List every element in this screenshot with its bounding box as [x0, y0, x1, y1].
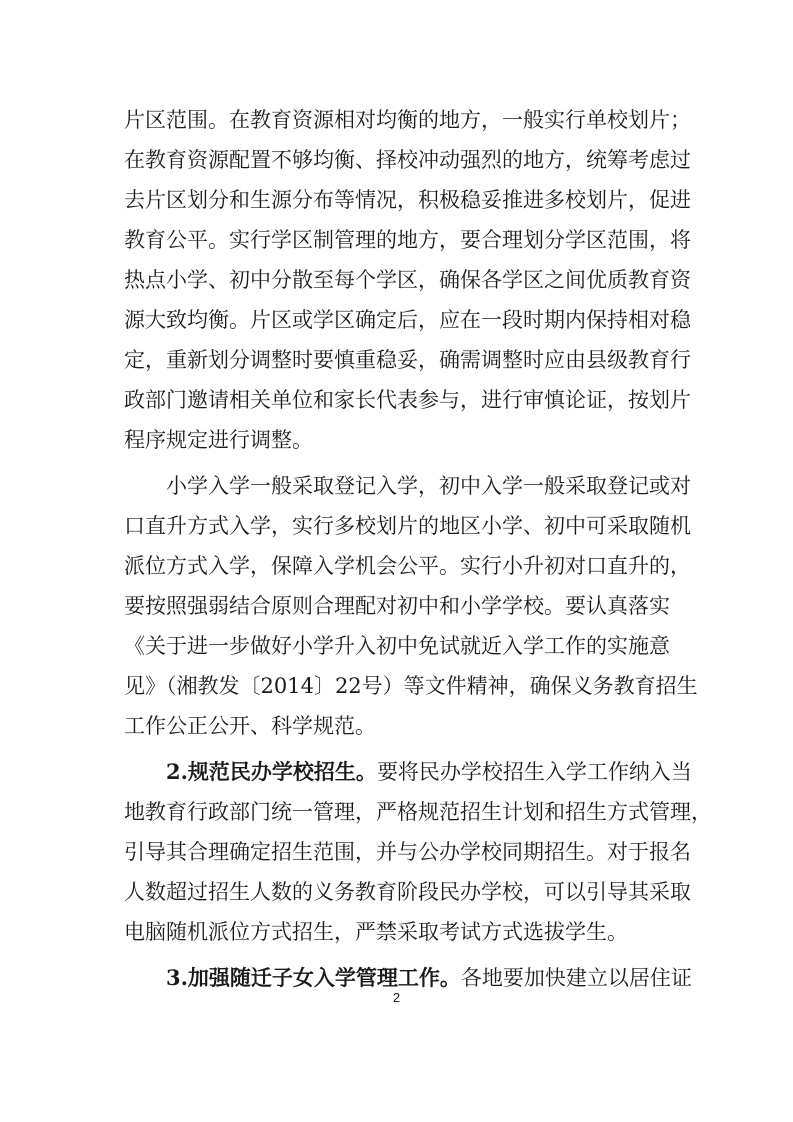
text-line: 引导其合理确定招生范围，并与公办学校同期招生。对于报名 [124, 840, 691, 864]
text-line: 《关于进一步做好小学升入初中免试就近入学工作的实施意 [124, 634, 670, 658]
text-line: 地教育行政部门统一管理，严格规范招生计划和招生方式管理， [124, 800, 712, 824]
text-line: 人数超过招生人数的义务教育阶段民办学校，可以引导其采取 [124, 880, 691, 904]
text-line: 定，重新划分调整时要慎重稳妥，确需调整时应由县级教育行 [124, 348, 691, 372]
text-line [124, 752, 692, 792]
text-line: 工作公正公开、科学规范。 [124, 714, 376, 738]
text-line: 程序规定进行调整。 [124, 428, 313, 452]
text-line: 教育公平。实行学区制管理的地方，要合理划分学区范围，将 [124, 228, 691, 252]
text-line: 小学入学一般采取登记入学，初中入学一般采取登记或对 [166, 474, 691, 498]
paragraph-3 [124, 752, 712, 952]
text-line: 片区范围。在教育资源相对均衡的地方，一般实行单校划片； [124, 108, 691, 132]
text-line: 在教育资源配置不够均衡、择校冲动强烈的地方，统筹考虑过 [124, 148, 691, 172]
text-line: 源大致均衡。片区或学区确定后，应在一段时期内保持相对稳 [124, 308, 691, 332]
text-line: 要按照强弱结合原则合理配对初中和小学学校。要认真落实 [124, 594, 670, 618]
text-line: 政部门邀请相关单位和家长代表参与，进行审慎论证，按划片 [124, 388, 691, 412]
section-heading: 2.规范民办学校招生。 [166, 759, 377, 784]
text-line: 口直升方式入学，实行多校划片的地区小学、初中可采取随机 [124, 514, 691, 538]
section-heading: 3.加强随迁子女入学管理工作。 [166, 965, 461, 990]
text-run: 要将民办学校招生入学工作纳入当 [376, 760, 692, 784]
paragraph-2 [124, 466, 698, 746]
text-line: 电脑随机派位方式招生，严禁采取考试方式选拔学生。 [124, 920, 628, 944]
text-line: 见》（湘教发〔2014〕22号）等文件精神，确保义务教育招生 [124, 674, 698, 698]
page-number: 2 [392, 990, 401, 1005]
text-line: 去片区划分和生源分布等情况，积极稳妥推进多校划片，促进 [124, 188, 691, 212]
text-run: 各地要加快建立以居住证 [460, 966, 692, 990]
text-line: 派位方式入学，保障入学机会公平。实行小升初对口直升的， [124, 554, 691, 578]
text-line: 热点小学、初中分散至每个学区，确保各学区之间优质教育资 [124, 268, 691, 292]
paragraph-1 [124, 100, 691, 460]
document-body [124, 100, 712, 998]
